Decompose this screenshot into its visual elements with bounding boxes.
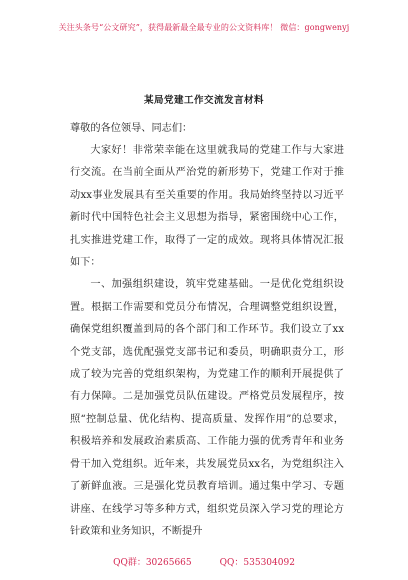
footer-qq-number: QQ：535304092 xyxy=(219,558,295,568)
document-title: 某局党建工作交流发言材料 xyxy=(143,95,264,106)
paragraph-organization: 一、加强组织建设，筑牢党建基础。一是优化党组织设置。根据工作需要和党员分布情况，合理调整党组织设置，确保党组织覆盖到局的各个部门和工作环节。我们设立了xx个党支部，选优配强党支部书记和委员，明确职责分工，形成了较为完善的党组织架构，为党建工作的顺利开展提供了有力保障。二是加强党员队伍建设。严格党员发展程序，按照“控制总量、优化结构、提高质量、发挥作用”的总要求，积极培养和发展政治素质高、工作能力强的优秀青年和业务骨干加入党组织。近年来，共发展党员xx名，为党组织注入了新鲜血液。三是强化党员教育培训。通过集中学习、专题讲座、在线学习等多种方式，组织党员深入学习党的理论方针政策和业务知识，不断提升 xyxy=(70,279,344,537)
document-body xyxy=(70,140,344,543)
paragraph-intro: 大家好！非常荣幸能在这里就我局的党建工作与大家进行交流。在当前全面从严治党的新形势下，党建工作对于推动xx事业发展具有至关重要的作用。我局始终坚持以习近平新时代中国特色社会主义思想为指导，紧密围绕中心工作，扎实推进党建工作，取得了一定的成效。现将具体情况汇报如下： xyxy=(70,145,344,269)
greeting: 尊敬的各位领导、同志们： xyxy=(70,123,193,134)
header-banner: 关注头条号“公文研究”，获得最新最全最专业的公文资料库！ 微信：gongwenyj xyxy=(58,23,350,32)
footer-qq-group: QQ群：30265665 xyxy=(113,558,192,568)
footer-contact xyxy=(0,555,408,568)
